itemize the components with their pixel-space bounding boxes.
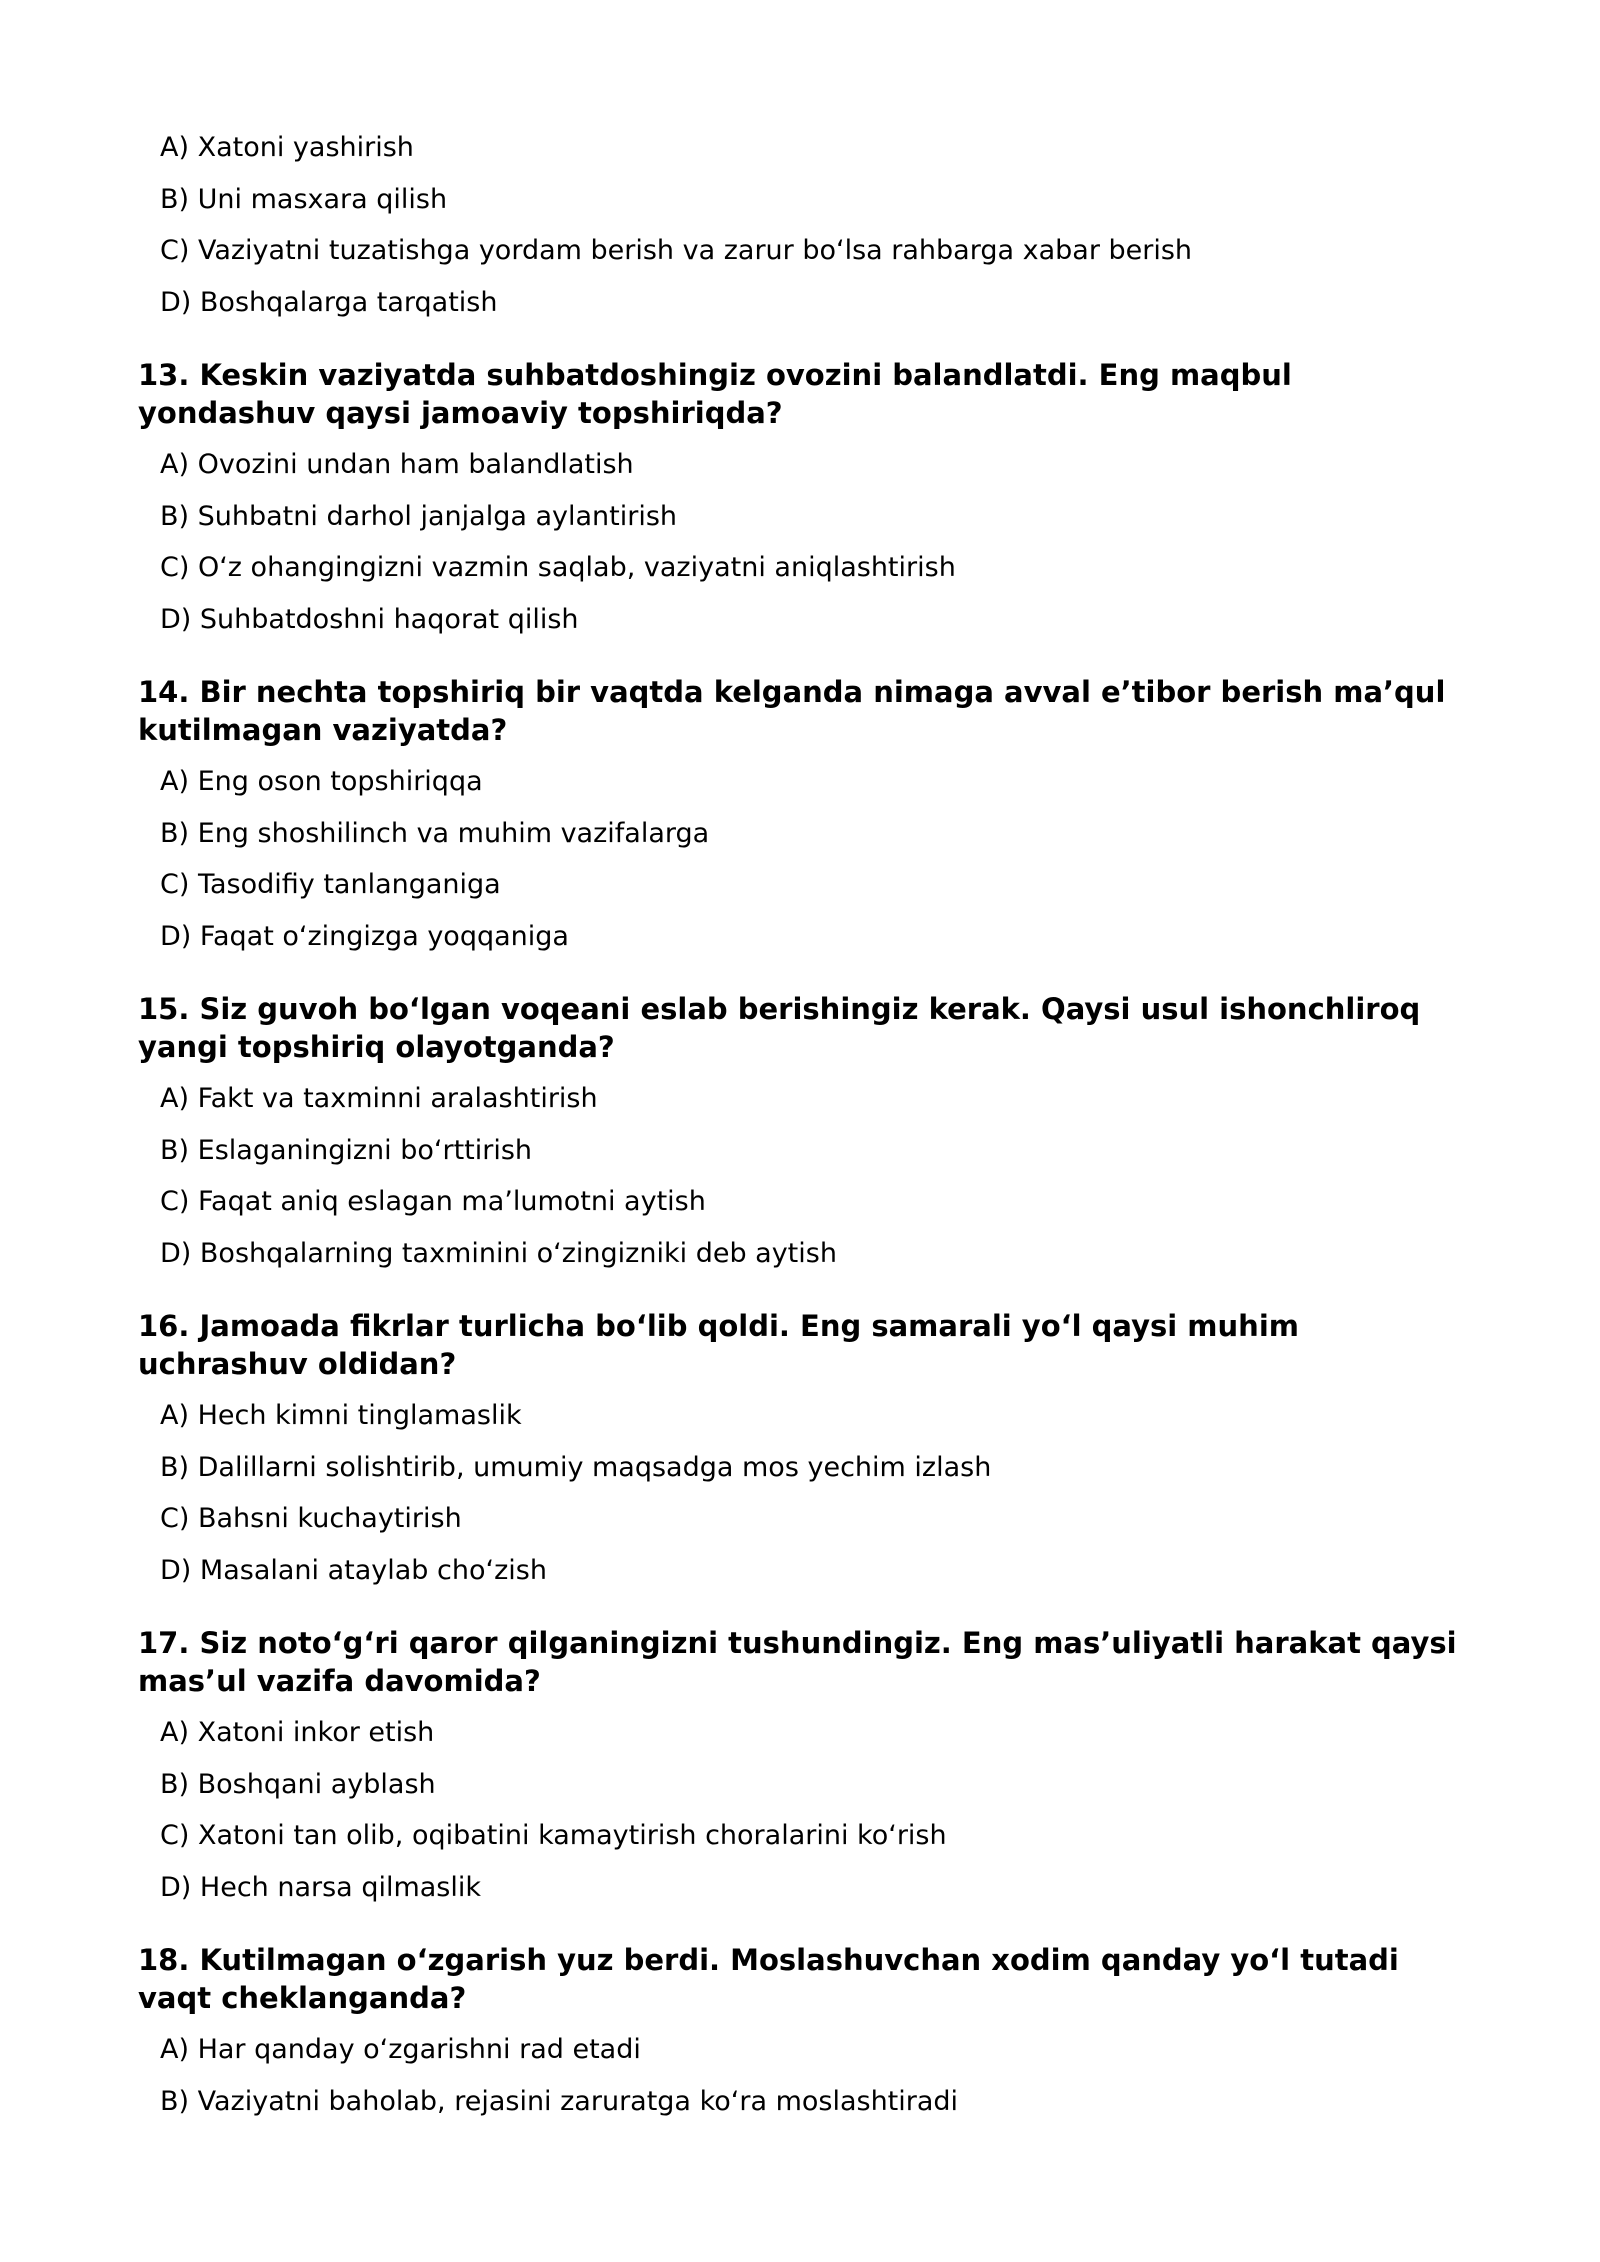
option-12-b: B) Uni masxara qilish xyxy=(160,184,448,215)
question-18-title: 18. Kutilmagan o‘zgarish yuz berdi. Moslashuvchan xodim qanday yo‘l tutadi vaqt cheklanganda? xyxy=(138,1943,1399,2015)
option-14-b: B) Eng shoshilinch va muhim vazifalarga xyxy=(160,818,710,849)
option-16-c: C) Bahsni kuchaytirish xyxy=(160,1503,462,1534)
question-13-title: 13. Keskin vaziyatda suhbatdoshingiz ovozini balandlatdi. Eng maqbul yondashuv qaysi jamoaviy topshiriqda? xyxy=(138,358,1292,430)
option-13-a: A) Ovozini undan ham balandlatish xyxy=(160,449,634,480)
option-16-b: B) Dalillarni solishtirib, umumiy maqsadga mos yechim izlash xyxy=(160,1452,992,1483)
question-15-title: 15. Siz guvoh bo‘lgan voqeani eslab berishingiz kerak. Qaysi usul ishonchliroq yangi topshiriq olayotganda? xyxy=(138,992,1421,1064)
option-18-a: A) Har qanday o‘zgarishni rad etadi xyxy=(160,2034,641,2065)
option-13-b: B) Suhbatni darhol janjalga aylantirish xyxy=(160,501,678,532)
option-17-c: C) Xatoni tan olib, oqibatini kamaytirish choralarini ko‘rish xyxy=(160,1820,947,1851)
option-17-a: A) Xatoni inkor etish xyxy=(160,1717,435,1748)
option-14-c: C) Tasodifiy tanlanganiga xyxy=(160,869,501,900)
option-13-c: C) O‘z ohangingizni vazmin saqlab, vaziyatni aniqlashtirish xyxy=(160,552,956,583)
option-15-c: C) Faqat aniq eslagan ma’lumotni aytish xyxy=(160,1186,706,1217)
option-12-c: C) Vaziyatni tuzatishga yordam berish va zarur bo‘lsa rahbarga xabar berish xyxy=(160,235,1193,266)
option-14-d: D) Faqat o‘zingizga yoqqaniga xyxy=(160,921,569,952)
option-15-b: B) Eslaganingizni bo‘rttirish xyxy=(160,1135,533,1166)
option-16-a: A) Hech kimni tinglamaslik xyxy=(160,1400,522,1431)
option-14-a: A) Eng oson topshiriqqa xyxy=(160,766,483,797)
option-12-d: D) Boshqalarga tarqatish xyxy=(160,287,498,318)
question-16-title: 16. Jamoada fikrlar turlicha bo‘lib qoldi. Eng samarali yo‘l qaysi muhim uchrashuv oldidan? xyxy=(138,1309,1299,1381)
option-13-d: D) Suhbatdoshni haqorat qilish xyxy=(160,604,579,635)
option-16-d: D) Masalani ataylab cho‘zish xyxy=(160,1555,547,1586)
option-17-d: D) Hech narsa qilmaslik xyxy=(160,1872,482,1903)
question-14-title: 14. Bir nechta topshiriq bir vaqtda kelganda nimaga avval e’tibor berish ma’qul kutilmagan vaziyatda? xyxy=(138,675,1446,747)
question-17-title: 17. Siz noto‘g‘ri qaror qilganingizni tushundingiz. Eng mas’uliyatli harakat qaysi mas’ul vazifa davomida? xyxy=(138,1626,1457,1698)
option-12-a: A) Xatoni yashirish xyxy=(160,132,414,163)
option-15-a: A) Fakt va taxminni aralashtirish xyxy=(160,1083,598,1114)
option-17-b: B) Boshqani ayblash xyxy=(160,1769,436,1800)
option-18-b: B) Vaziyatni baholab, rejasini zaruratga ko‘ra moslashtiradi xyxy=(160,2086,959,2117)
option-15-d: D) Boshqalarning taxminini o‘zingizniki deb aytish xyxy=(160,1238,837,1269)
